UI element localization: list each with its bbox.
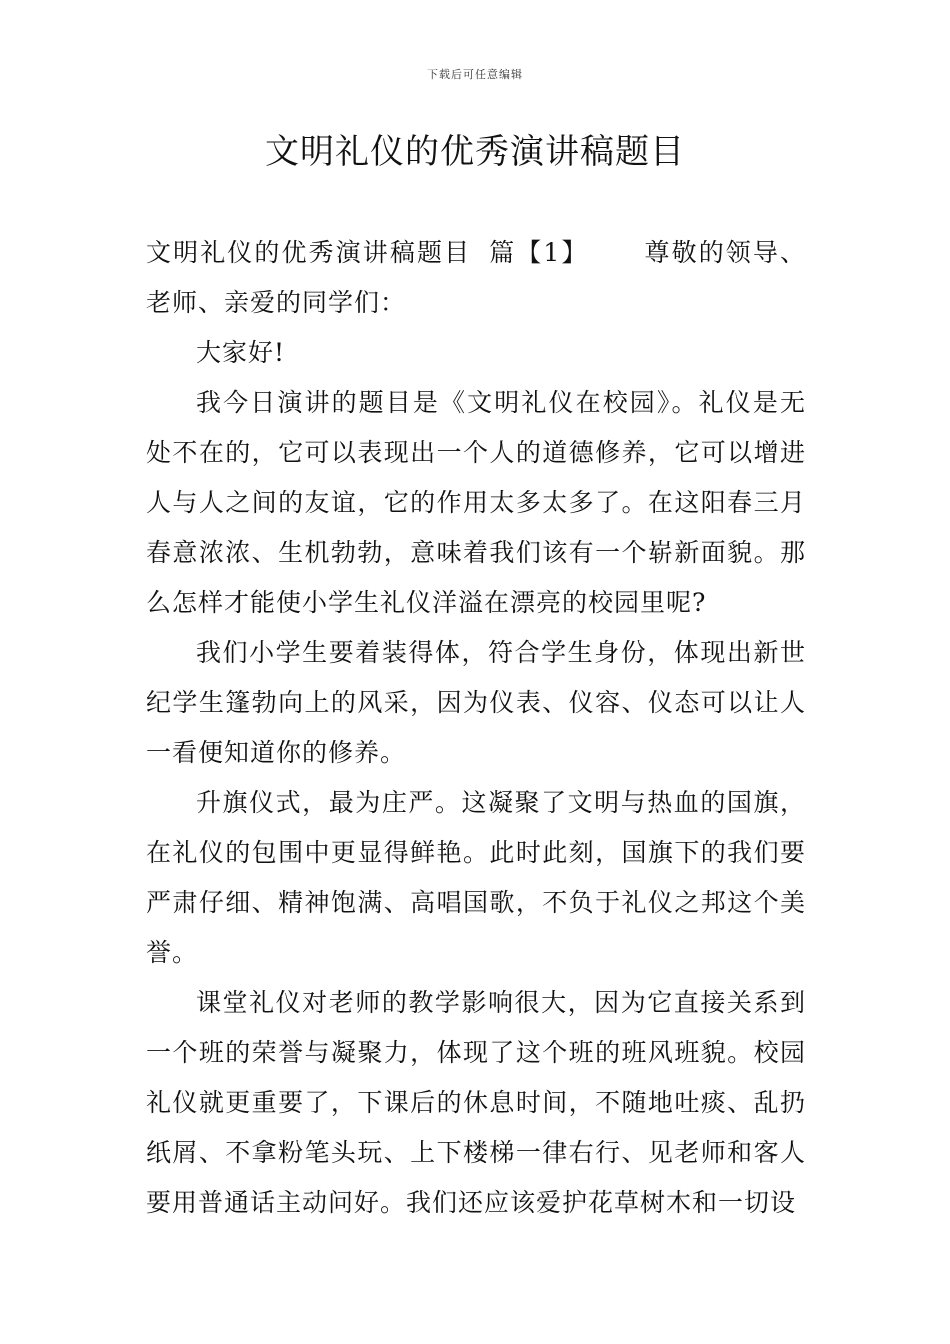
intro-greeting: 尊敬的领导、老师、亲爱的同学们： bbox=[146, 238, 806, 317]
intro-part: 篇【1】 bbox=[489, 238, 589, 267]
paragraph-flag-ceremony: 升旗仪式，最为庄严。这凝聚了文明与热血的国旗，在礼仪的包围中更显得鲜艳。此时此刻，国旗下的我们要严肃仔细、精神饱满、高唱国歌，不负于礼仪之邦这个美誉。 bbox=[146, 788, 806, 967]
document-body bbox=[146, 228, 806, 1228]
intro-title-ref: 文明礼仪的优秀演讲稿题目 bbox=[146, 238, 472, 267]
intro-paragraph bbox=[146, 228, 806, 328]
paragraph-greeting: 大家好! bbox=[196, 338, 286, 367]
header-note: 下载后可任意编辑 bbox=[427, 68, 523, 81]
paragraph-classroom: 课堂礼仪对老师的教学影响很大，因为它直接关系到一个班的荣誉与凝聚力，体现了这个班的班风班貌。校园礼仪就更重要了，下课后的休息时间，不随地吐痰、乱扔纸屑、不拿粉笔头玩、上下楼梯一律右行、见老师和客人要用普通话主动问好。我们还应该爱护花草树木和一切设 bbox=[146, 988, 806, 1217]
paragraph-topic: 我今日演讲的题目是《文明礼仪在校园》。礼仪是无处不在的，它可以表现出一个人的道德修养，它可以增进人与人之间的友谊，它的作用太多太多了。在这阳春三月春意浓浓、生机勃勃，意味着我们该有一个崭新面貌。那么怎样才能使小学生礼仪洋溢在漂亮的校园里呢? bbox=[146, 388, 806, 617]
paragraph-attire: 我们小学生要着装得体，符合学生身份，体现出新世纪学生篷勃向上的风采，因为仪表、仪容、仪态可以让人一看便知道你的修养。 bbox=[146, 638, 806, 767]
document-title: 文明礼仪的优秀演讲稿题目 bbox=[265, 132, 685, 172]
